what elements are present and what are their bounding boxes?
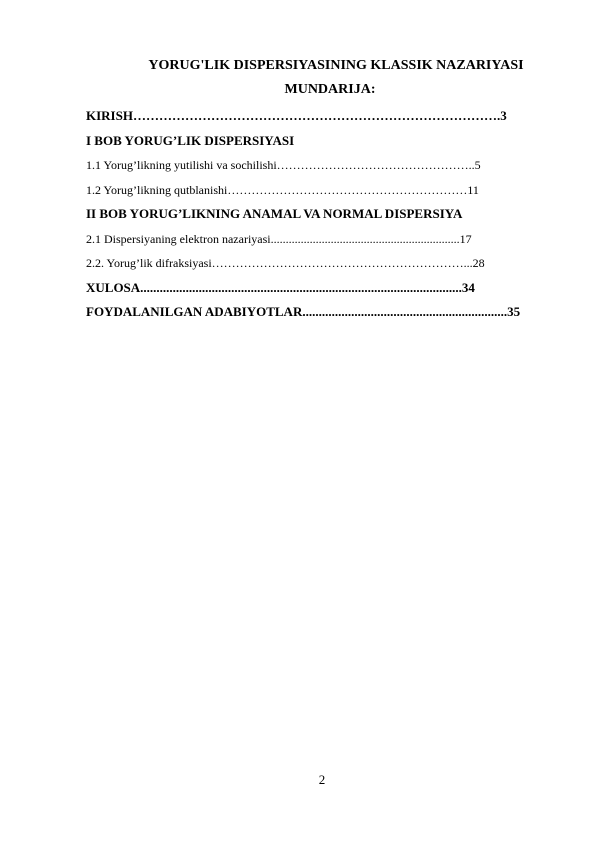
table-of-contents [86,104,556,325]
toc-entry-kirish: KIRISH………………………………………………………………………….3 [86,108,507,123]
toc-entry-2-1: 2.1 Dispersiyaning elektron nazariyasi...............................................................17 [86,231,472,246]
toc-entry-2-2: 2.2. Yorug’lik difraksiyasi………………………………………………………...28 [86,256,485,270]
toc-entry-1-2: 1.2 Yorug’likning qutblanishi……………………………………………………11 [86,182,479,197]
page-number: 2 [318,772,326,787]
contents-heading: MUNDARIJA: [284,82,376,97]
toc-entry-adabiyotlar: FOYDALANILGAN ADABIYOTLAR...............................................................35 [86,304,521,319]
toc-entry-chapter-2: II BOB YORUG’LIKNING ANAMAL VA NORMAL DISPERSIYA [86,206,463,221]
document-title: YORUG'LIK DISPERSIYASINING KLASSIK NAZARIYASI [148,58,524,73]
toc-entry-chapter-1: I BOB YORUG’LIK DISPERSIYASI [86,132,295,148]
toc-entry-1-1: 1.1 Yorug’likning yutilishi va sochilishi…………………………………………..5 [86,158,481,172]
toc-entry-xulosa: XULOSA...................................................................................................34 [86,279,475,295]
